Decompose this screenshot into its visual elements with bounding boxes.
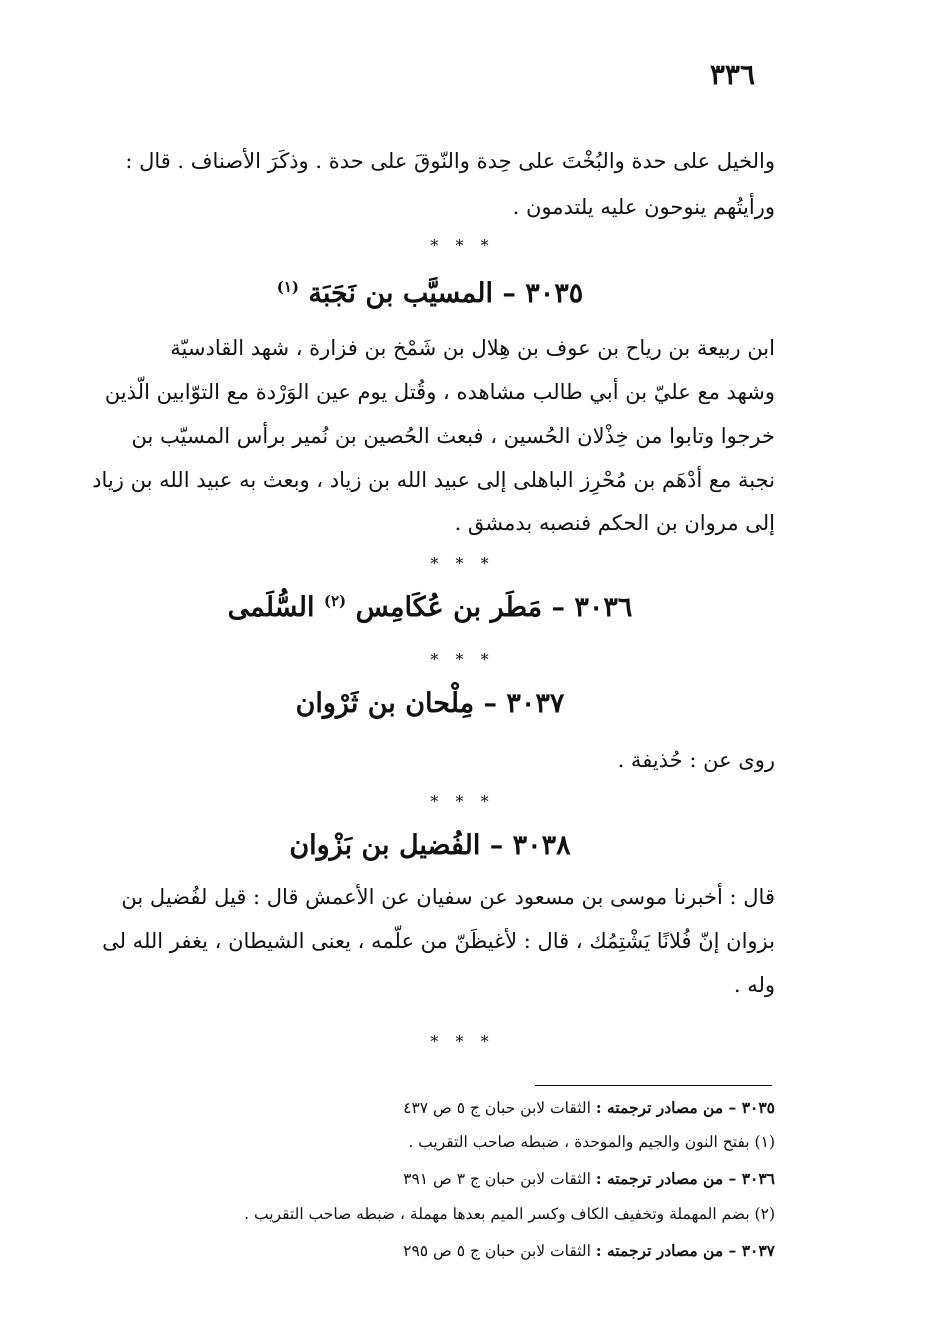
footnote [75, 1169, 775, 1188]
entry-body-line: قال : أخبرنا موسى بن مسعود عن سفيان عن الأعمش قال : قيل لفُضيل بن [121, 885, 775, 909]
intro-line: ورأيتُهم ينوحون عليه يلتدمون . [512, 195, 775, 219]
entry-heading [0, 278, 860, 309]
entry-body-line: نجبة مع أدْهَم بن مُحْرِز الباهلى إلى عبيد الله بن زياد ، وبعث به عبيد الله بن زياد [92, 468, 775, 492]
entry-title: ٣٠٣٨ – الفُضيل بن بَزْوان [289, 830, 571, 861]
entry-title-tail: السُّلَمى [227, 592, 315, 623]
entry-body-line: ابن ربيعة بن رياح بن عوف بن هِلال بن شَمْخ بن فزارة ، شهد القادسيّة [170, 336, 775, 360]
separator: * * * [430, 792, 495, 811]
entry-body-line: خرجوا وتابوا من خِذْلان الحُسين ، فبعث الحُصين بن نُمير برأس المسيّب بن [131, 424, 775, 448]
entry-title: ٣٠٣٦ – مَطَر بن عُكَامِس [355, 592, 633, 623]
entry-body-line: بزوان إنّ فُلانًا يَشْتِمُك ، قال : لأغيظَنّ من علّمه ، يعنى الشيطان ، يغفر الله لى [102, 929, 775, 953]
footnote [75, 1205, 775, 1223]
separator: * * * [430, 554, 495, 573]
footnote [75, 1241, 775, 1260]
footnote-rule [535, 1085, 772, 1086]
page-number: ٣٣٦ [709, 58, 755, 91]
entry-heading [0, 592, 860, 623]
footnote-text: الثقات لابن حبان ج ٥ ص ٢٩٥ [403, 1242, 591, 1260]
footnote-text: (١) بفتح النون والجيم والموحدة ، ضبطه صاحب التقريب . [408, 1133, 775, 1151]
entry-heading [0, 830, 860, 861]
footnote-text: الثقات لابن حبان ج ٣ ص ٣٩١ [403, 1170, 591, 1188]
footnote [75, 1133, 775, 1151]
footnote-marker: (٢) [323, 592, 347, 610]
separator: * * * [430, 650, 495, 669]
entry-body-line: روى عن : حُذيفة . [617, 748, 775, 772]
separator: * * * [430, 236, 495, 255]
separator: * * * [430, 1032, 495, 1051]
footnote-marker: (١) [276, 278, 300, 296]
entry-title: ٣٠٣٧ – مِلْحان بن ثَرْوان [295, 688, 565, 719]
entry-body-line: إلى مروان بن الحكم فنصبه بدمشق . [454, 511, 775, 535]
intro-line: والخيل على حدة والبُخْتَ على حِدة والنّوقَ على حدة . وذكَرَ الأصناف . قال : [125, 149, 775, 173]
footnote-source-label: ٣٠٣٥ – من مصادر ترجمته : [595, 1098, 775, 1117]
footnote-source-label: ٣٠٣٦ – من مصادر ترجمته : [595, 1169, 775, 1188]
entry-body-line: وشهد مع عليّ بن أبي طالب مشاهده ، وقُتل يوم عين الوَرْدة مع التوّابين الّذين [104, 380, 775, 404]
entry-body-line: وله . [733, 973, 775, 997]
footnote [75, 1098, 775, 1117]
footnote-text: الثقات لابن حبان ج ٥ ص ٤٣٧ [403, 1099, 591, 1117]
entry-title: ٣٠٣٥ – المسيَّب بن نَجَبَة [308, 278, 584, 309]
footnote-source-label: ٣٠٣٧ – من مصادر ترجمته : [595, 1241, 775, 1260]
entry-heading [0, 688, 860, 719]
footnote-text: (٢) بضم المهملة وتخفيف الكاف وكسر الميم بعدها مهملة ، ضبطه صاحب التقريب . [244, 1205, 775, 1223]
